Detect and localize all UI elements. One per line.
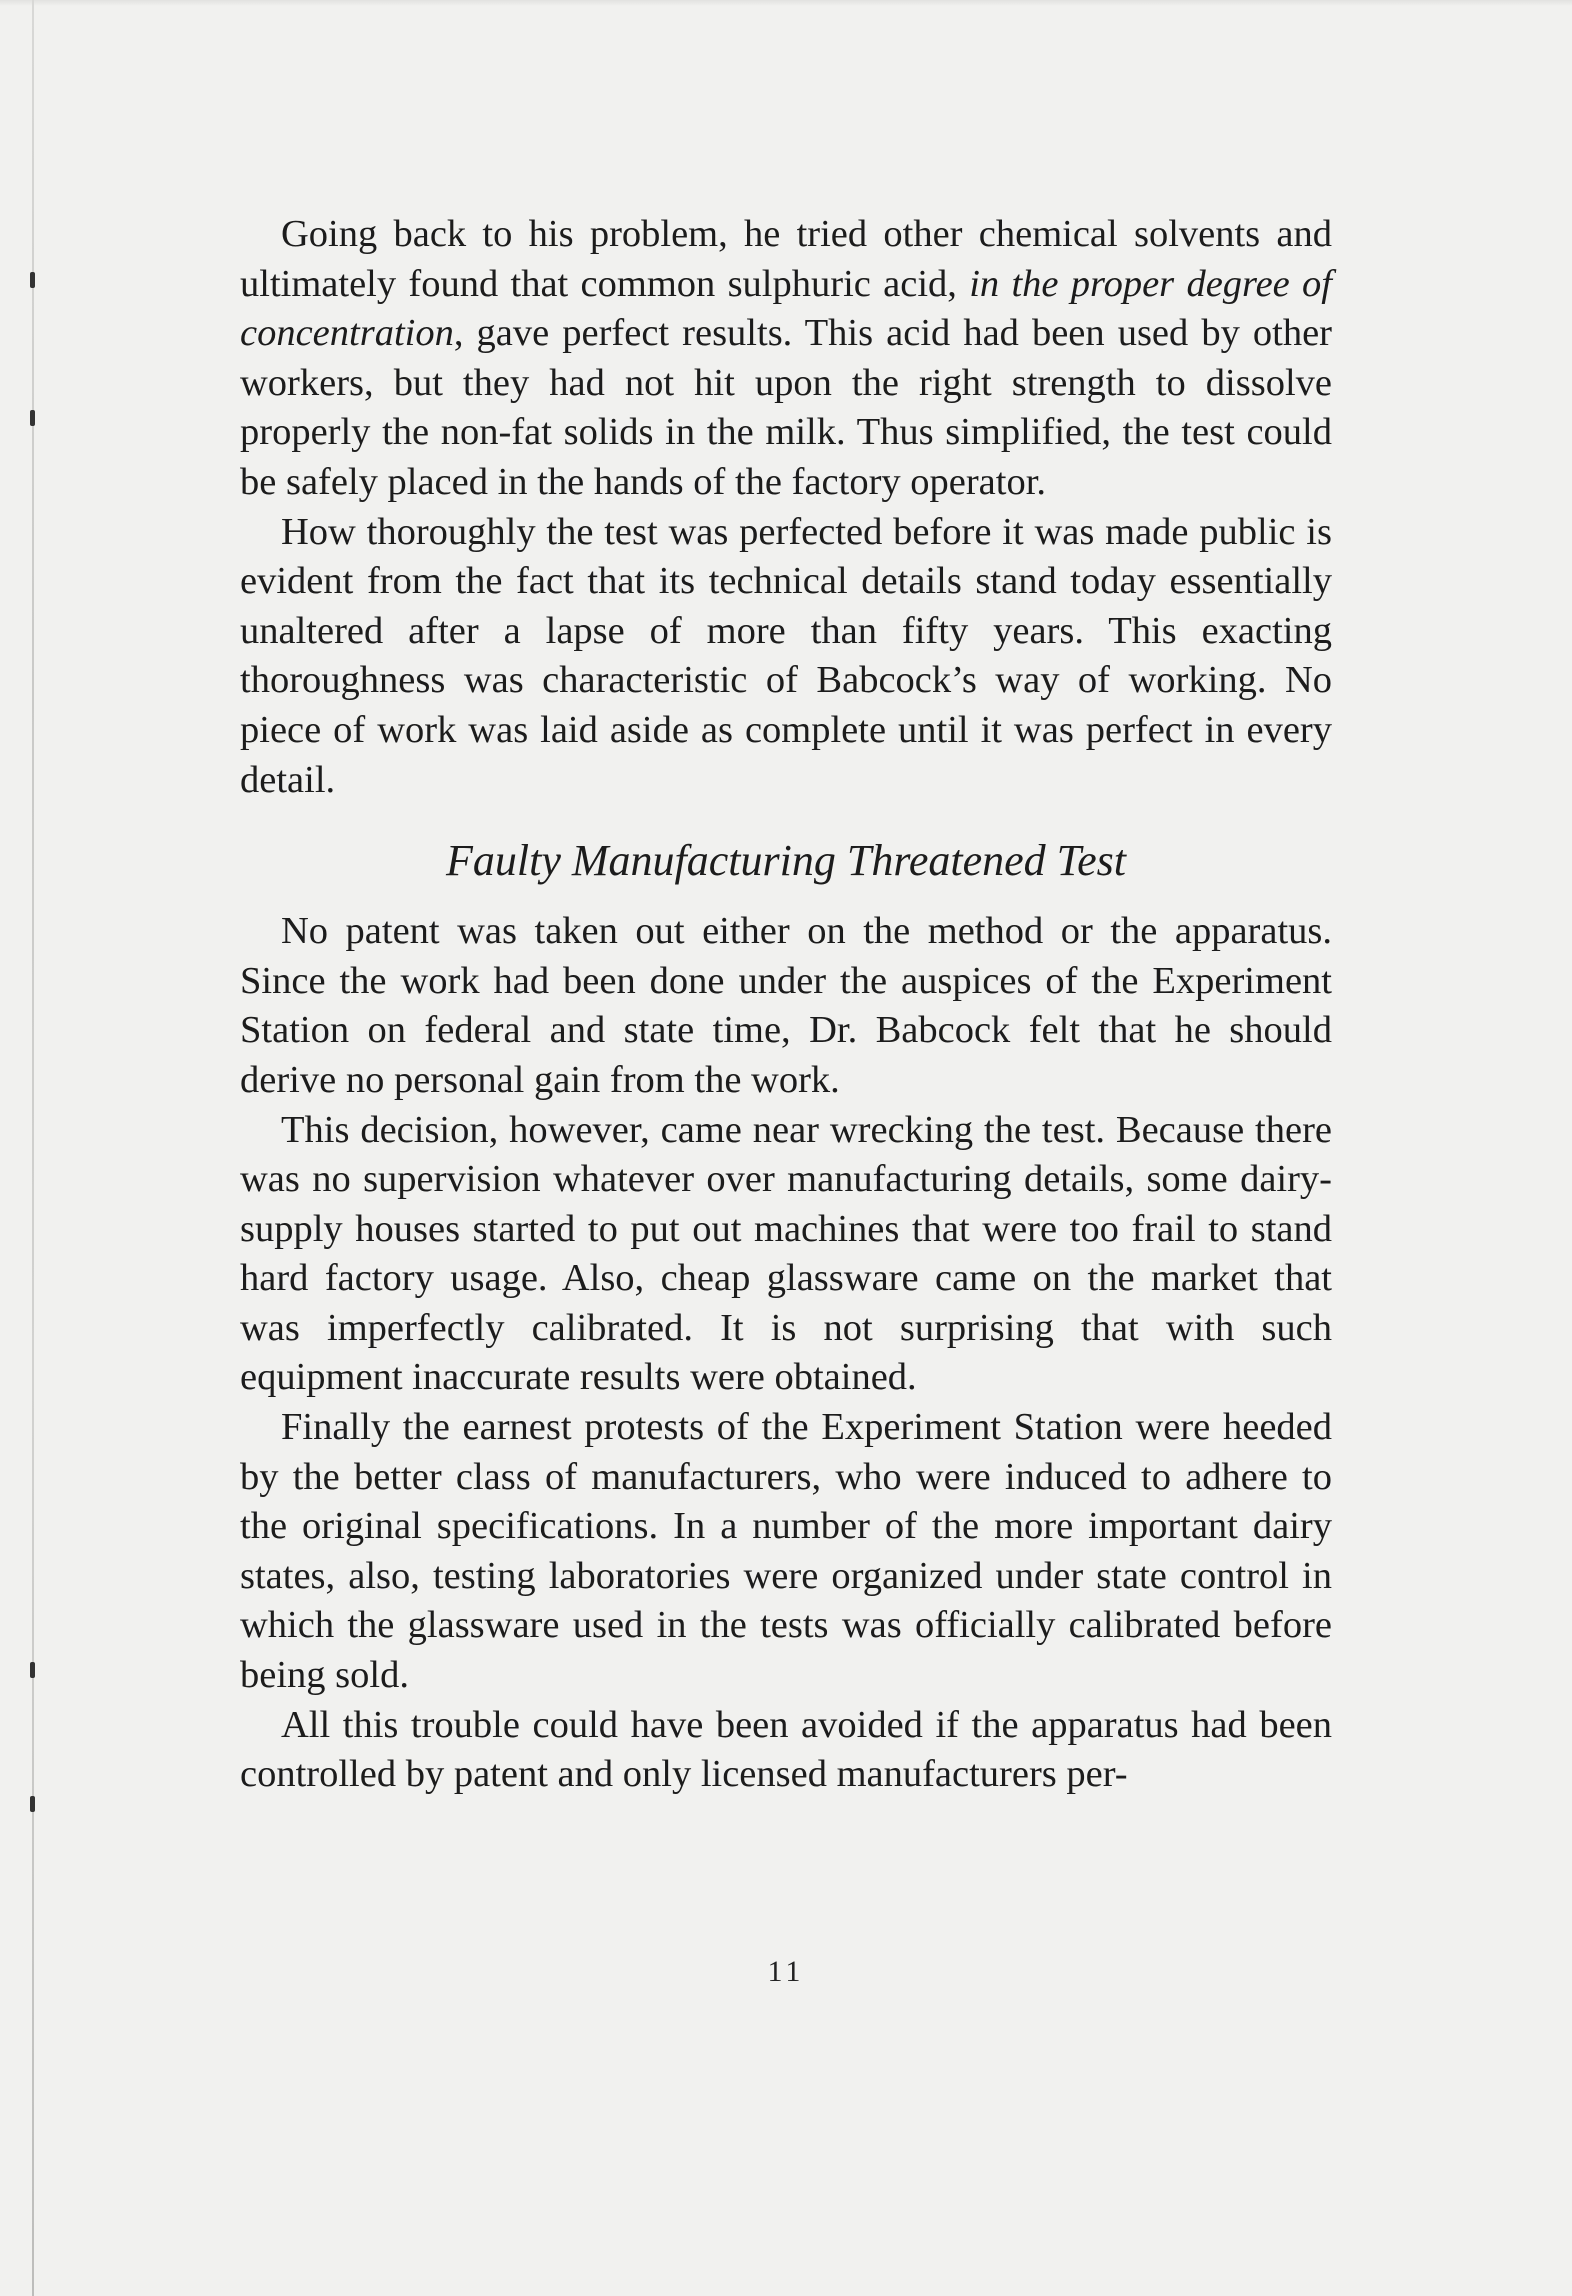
paragraph xyxy=(240,1403,1332,1701)
text-run: Finally the earnest protests of the Experiment Station were heeded by the better class of manufacturers, who were induced to adhere to the original specifications. In a number of the more important dairy states, also, testing laboratories were organized under state control in which the glassware used in the tests was officially calibrated before being sold. xyxy=(240,1406,1332,1697)
text-run: Going back to his problem, he tried other chemical solvents and ultimately found that common sulphuric acid, xyxy=(240,213,1332,305)
binding-tick-mark xyxy=(30,410,35,426)
text-run: , gave perfect results. This acid had been used by other workers, but they had not hit upon the right strength to dissolve properly the non-fat solids in the milk. Thus simplified, the test could be safely placed in the hands of the factory operator. xyxy=(240,312,1332,503)
binding-tick-mark xyxy=(30,272,35,288)
text-run: All this trouble could have been avoided if the apparatus had been controlled by patent and only licensed manufacturers per- xyxy=(240,1703,1332,1796)
paragraph xyxy=(240,508,1332,806)
paragraph xyxy=(240,210,1332,508)
text-run: How thoroughly the test was perfected before it was made public is evident from the fact that its technical details stand today essentially unaltered after a lapse of more than fifty years. This exacting thoroughness was characteristic of Babcock’s way of working. No piece of work was laid aside as complete until it was perfect in every detail. xyxy=(240,510,1332,801)
paragraph xyxy=(240,1701,1332,1800)
italic-phrase: in the proper degree of concentration xyxy=(240,262,1333,355)
binding-edge xyxy=(32,0,34,2296)
binding-tick-mark xyxy=(30,1662,35,1678)
paragraph xyxy=(240,1106,1332,1404)
text-run: This decision, however, came near wrecking the test. Because there was no supervision whatever over manufacturing details, some dairy-supply houses started to put out machines that were too frail to stand hard factory usage. Also, cheap glassware came on the market that was imperfectly calibrated. It is not surprising that with such equipment inaccurate results were obtained. xyxy=(240,1108,1332,1399)
page-body xyxy=(240,210,1332,1800)
paragraphs-before-heading xyxy=(240,210,1332,805)
binding-tick-mark xyxy=(30,1796,35,1812)
page-number: 11 xyxy=(767,1955,805,1988)
section-heading: Faulty Manufacturing Threatened Test xyxy=(446,836,1126,886)
paragraph xyxy=(240,907,1332,1105)
scan-top-shadow xyxy=(0,0,1572,6)
text-run: No patent was taken out either on the method or the apparatus. Since the work had been done under the auspices of the Experiment Station on federal and state time, Dr. Babcock felt that he should derive no personal gain from the work. xyxy=(240,910,1332,1101)
paragraphs-after-heading xyxy=(240,907,1332,1800)
